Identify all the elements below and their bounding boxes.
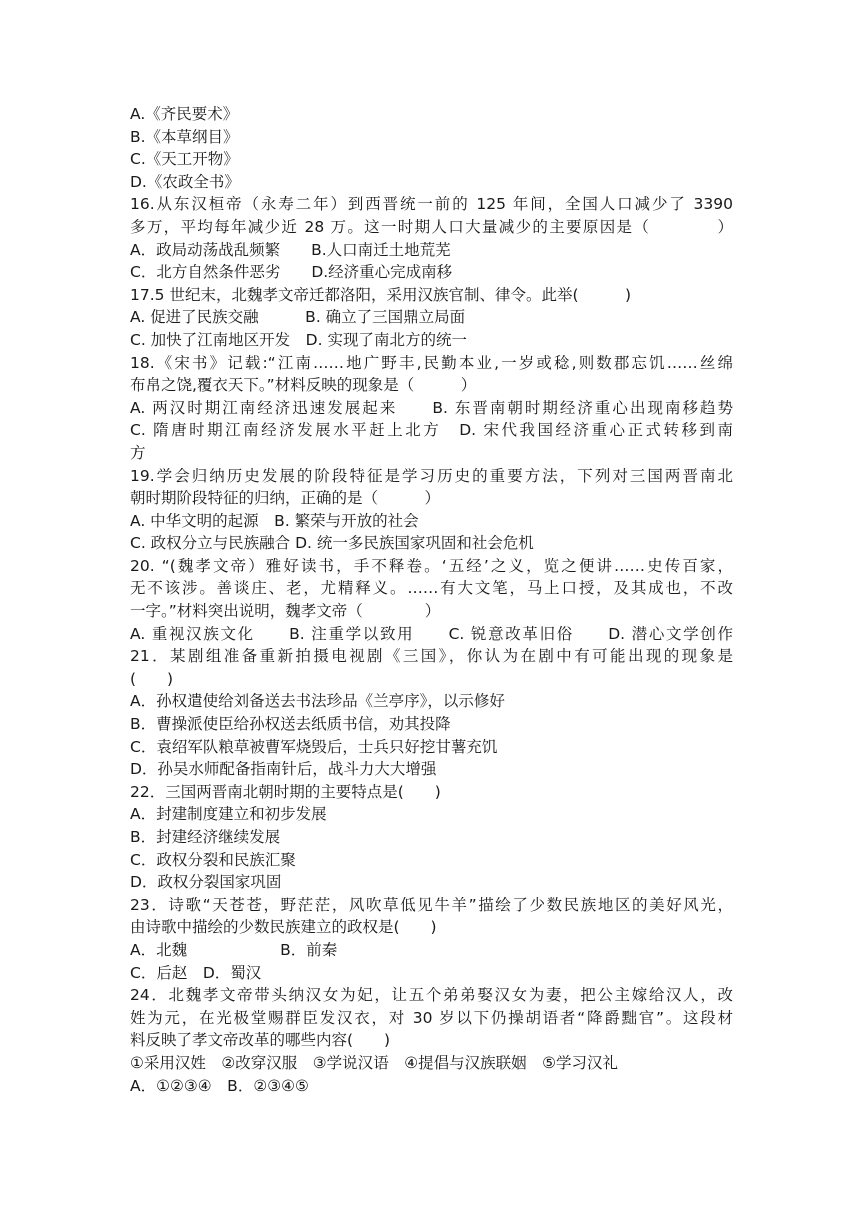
- option-line: C. 政权分立与民族融合 D. 统一多民族国家巩固和社会危机: [130, 534, 534, 553]
- option-line: C．后赵 D．蜀汉: [130, 963, 262, 982]
- option-line: C．北方自然条件恶劣 D.经济重心完成南移: [130, 263, 453, 282]
- question-24-line: 料反映了孝文帝改革的哪些内容( ): [130, 1031, 391, 1050]
- question-24-line: 24．北魏孝文帝带头纳汉女为妃，让五个弟弟娶汉女为妻，把公主嫁给汉人，改: [130, 986, 733, 1005]
- question-20-line: 20. “(魏孝文帝）雅好读书，手不释卷。‘五经’之义，览之便讲……史传百家，: [130, 556, 733, 575]
- question-16-line: 多万，平均每年减少近 28 万。这一时期人口大量减少的主要原因是（ ）: [130, 217, 733, 236]
- question-23-line: 23．诗歌“天苍苍，野茫茫，风吹草低见牛羊”描绘了少数民族地区的美好风光，: [130, 895, 733, 914]
- option-line: A. 促进了民族交融 B. 确立了三国鼎立局面: [130, 308, 466, 327]
- option-line: C. 加快了江南地区开发 D. 实现了南北方的统一: [130, 330, 467, 349]
- option-line: 方: [130, 443, 146, 462]
- question-24-line: 姓为元，在光极堂赐群臣发汉衣，对 30 岁以下仍操胡语者“降爵黜官”。这段材: [130, 1008, 733, 1027]
- option-line: C. 隋唐时期江南经济发展水平赶上北方 D. 宋代我国经济重心正式转移到南: [130, 421, 733, 440]
- option-line: B.《本草纲目》: [130, 127, 239, 146]
- question-17-line: 17.5 世纪末，北魏孝文帝迁都洛阳，采用汉族官制、律令。此举( ): [130, 285, 632, 304]
- option-line: A. 两汉时期江南经济迅速发展起来 B. 东晋南朝时期经济重心出现南移趋势: [130, 398, 733, 417]
- question-19-line: 19.学会归纳历史发展的阶段特征是学习历史的重要方法，下列对三国两晋南北: [130, 466, 733, 485]
- question-23-line: 由诗歌中描绘的少数民族建立的政权是( ): [130, 918, 437, 937]
- option-line: A．北魏 B．前秦: [130, 940, 338, 959]
- option-line: A. 中华文明的起源 B. 繁荣与开放的社会: [130, 511, 419, 530]
- option-line: A. 重视汉族文化 B. 注重学以致用 C. 锐意改革旧俗 D. 潜心文学创作: [130, 624, 733, 643]
- question-20-line: 一字。”材料突出说明，魏孝文帝（ ）: [130, 602, 441, 621]
- question-16-line: 16.从东汉桓帝（永寿二年）到西晋统一前的 125 年间，全国人口减少了 3390: [130, 195, 733, 214]
- option-line: B．曹操派使臣给孙权送去纸质书信，劝其投降: [130, 715, 451, 734]
- question-20-line: 无不该涉。善谈庄、老，尤精释义。……有大文笔，马上口授，及其成也，不改: [130, 579, 733, 598]
- question-21-line: ( ): [130, 669, 174, 688]
- question-21-line: 21．某剧组准备重新拍摄电视剧《三国》，你认为在剧中有可能出现的现象是: [130, 647, 733, 666]
- option-line: A．政局动荡战乱频繁 B.人口南迁土地荒芜: [130, 240, 451, 259]
- option-line: D.《农政全书》: [130, 172, 240, 191]
- option-line: A．封建制度建立和初步发展: [130, 805, 327, 824]
- option-line: A.《齐民要术》: [130, 105, 239, 123]
- option-line: C.《天工开物》: [130, 150, 239, 169]
- option-line: A．①②③④ B．②③④⑤: [130, 1076, 309, 1095]
- question-19-line: 朝时期阶段特征的归纳，正确的是（ ）: [130, 489, 441, 508]
- option-line: D．政权分裂国家巩固: [130, 873, 282, 892]
- question-18-line: 18.《宋书》记载:“江南……地广野丰,民勤本业,一岁或稔,则数郡忘饥……丝绵: [130, 353, 733, 372]
- document-page: [130, 103, 733, 1097]
- question-18-line: 布帛之饶,覆衣天下。”材料反映的现象是（ ）: [130, 376, 477, 395]
- option-line: ①采用汉姓 ②改穿汉服 ③学说汉语 ④提倡与汉族联姻 ⑤学习汉礼: [130, 1053, 618, 1072]
- question-22-line: 22．三国两晋南北朝时期的主要特点是( ): [130, 782, 441, 801]
- option-line: B．封建经济继续发展: [130, 828, 281, 846]
- option-line: C．袁绍军队粮草被曹军烧毁后，士兵只好挖甘薯充饥: [130, 737, 498, 756]
- option-line: D．孙吴水师配备指南针后，战斗力大大增强: [130, 760, 437, 779]
- option-line: A．孙权遣使给刘备送去书法珍品《兰亭序》，以示修好: [130, 692, 505, 711]
- option-line: C．政权分裂和民族汇聚: [130, 850, 296, 869]
